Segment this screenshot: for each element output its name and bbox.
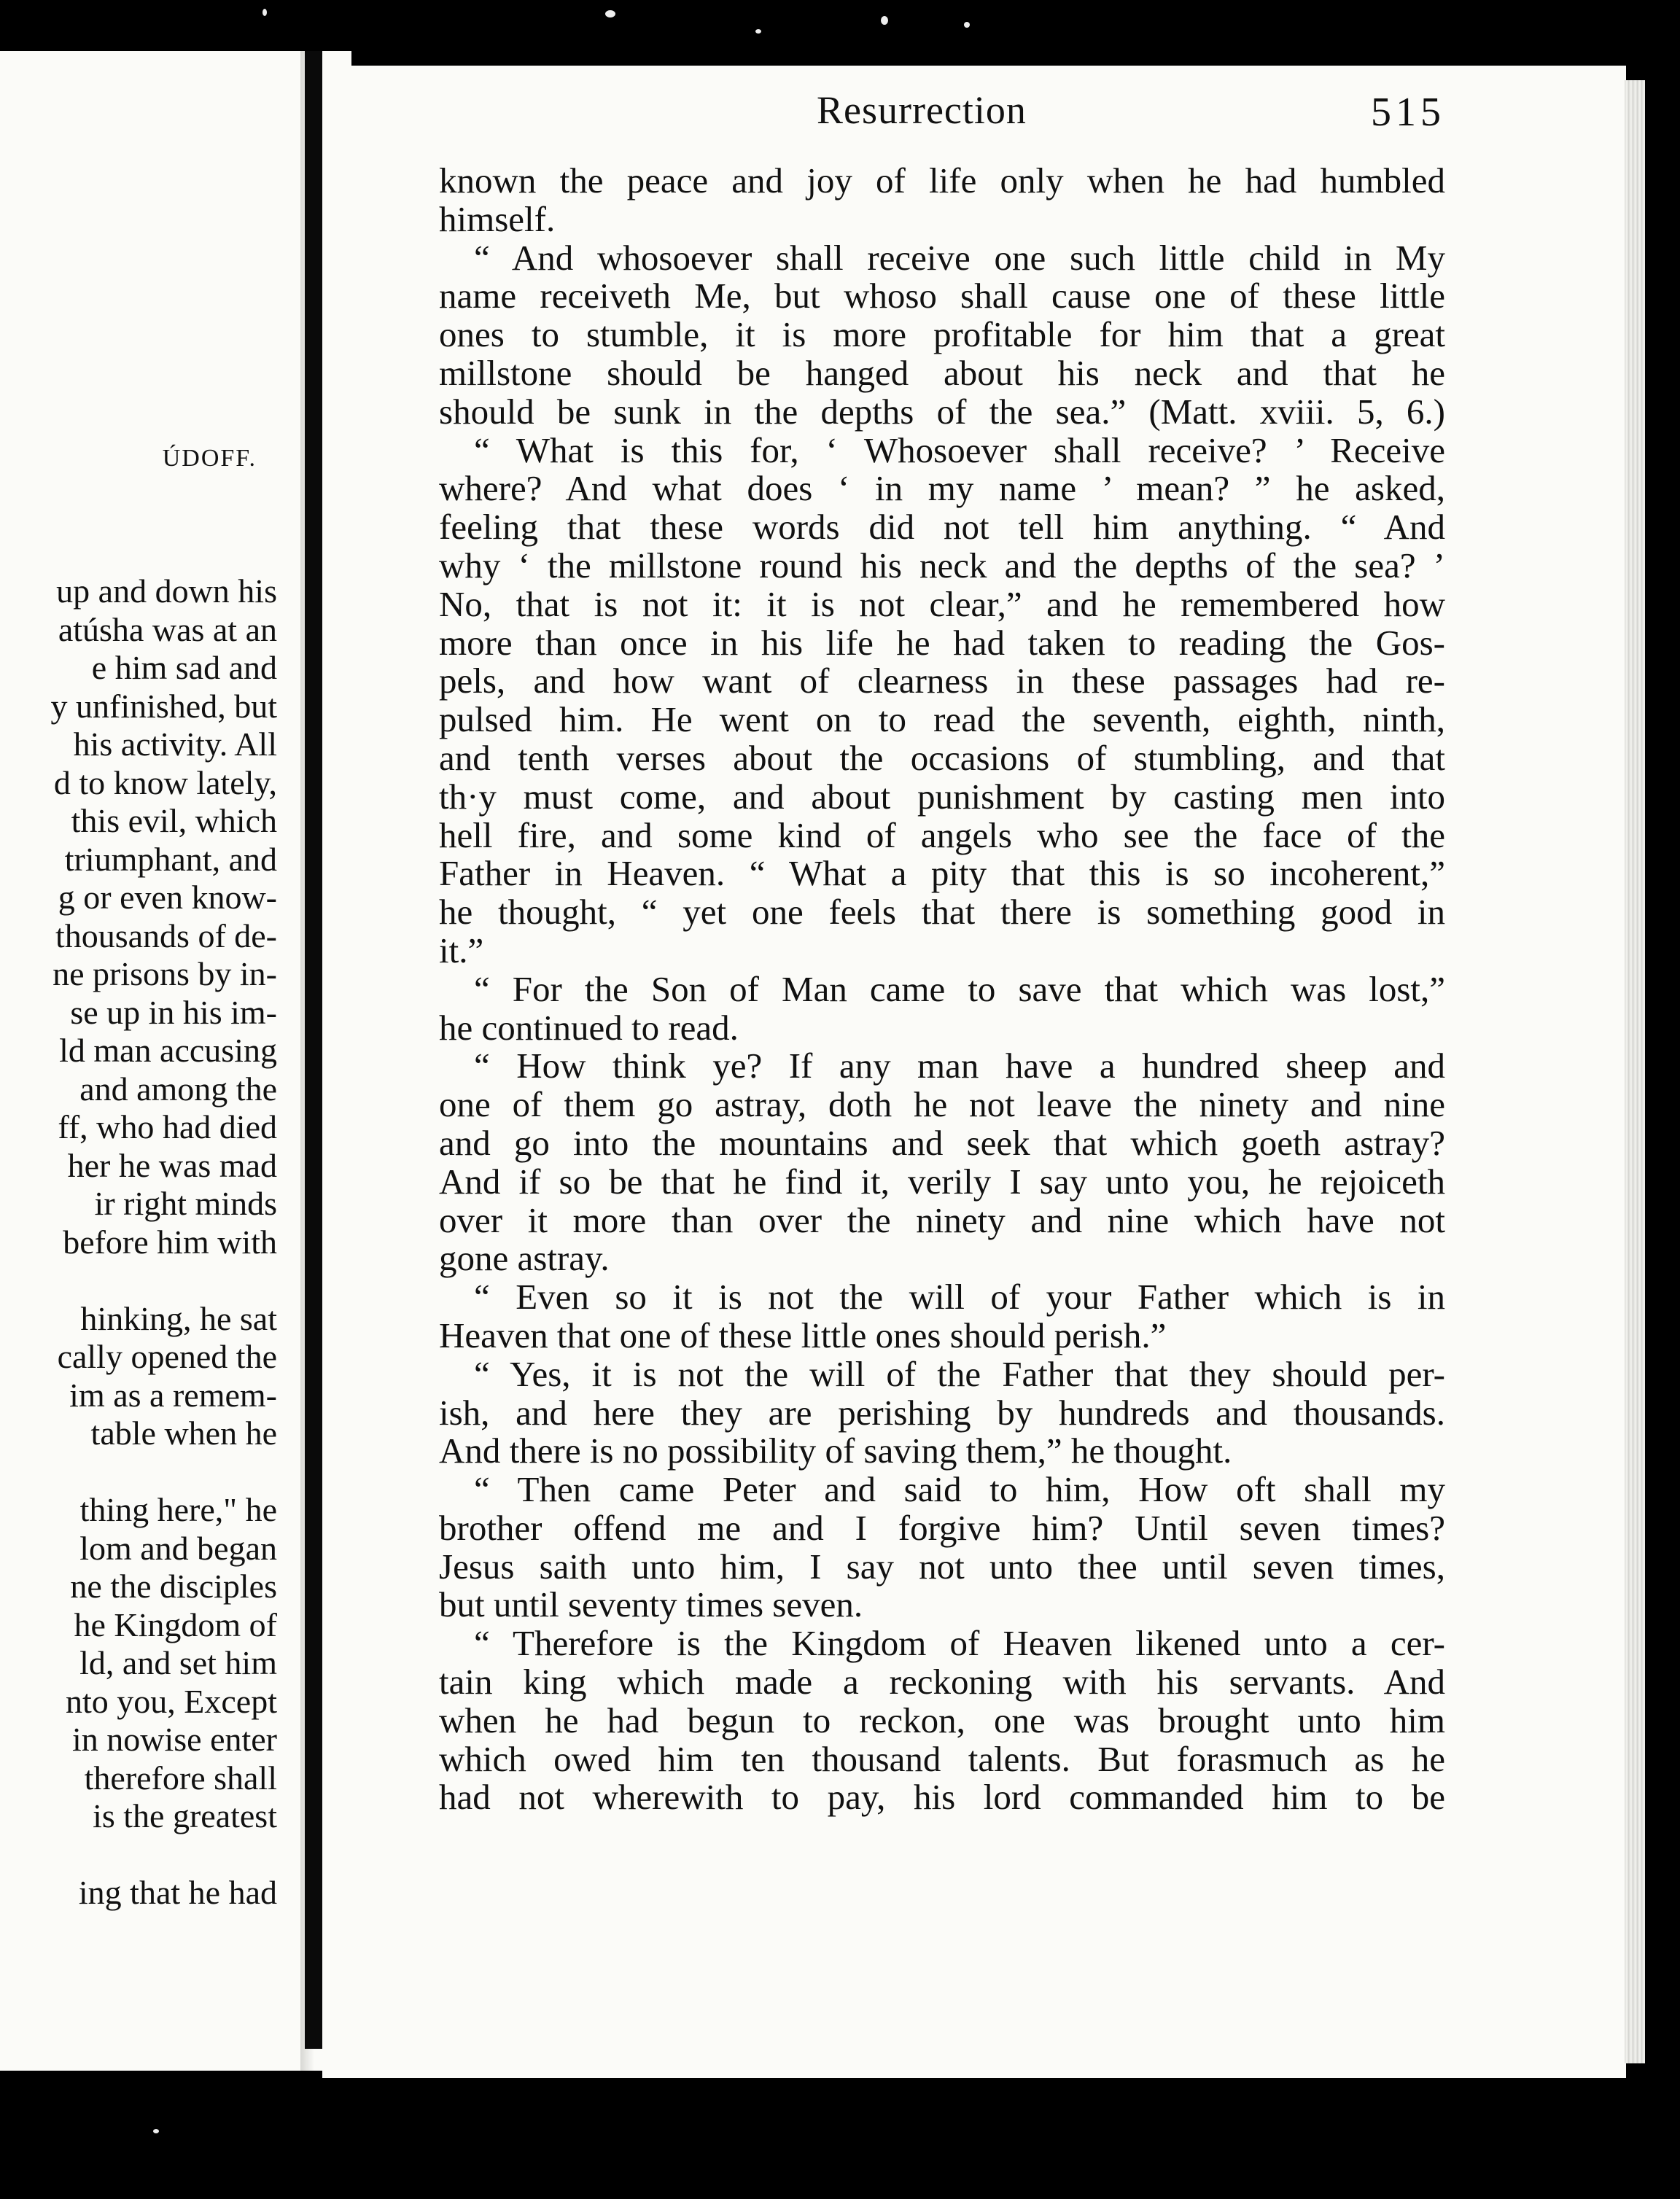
text-line: ones to stumble, it is more profitable for him that a great [439,314,1445,355]
text-line: why ‘ the millstone round his neck and the depths of the sea? ’ [439,545,1445,585]
left-page [0,51,351,2071]
scan-speck [964,22,970,28]
text-line: he thought, “ yet one feels that there is something good in [439,892,1445,933]
text-line: one of them go astray, doth he not leave the ninety and nine [439,1084,1445,1125]
left-text-line: nto you, Except [66,1682,277,1720]
text-line: and tenth verses about the occasions of stumbling, and that [439,737,1445,778]
left-text-line: table when he [90,1414,277,1452]
text-line: “ For the Son of Man came to save that which was lost,” [474,968,1445,1009]
left-text-line [51,1261,277,1300]
text-line: he continued to read. [439,1007,739,1048]
text-line: himself. [439,198,556,239]
left-text-line: his activity. All [73,725,277,763]
text-line: which owed him ten thousand talents. But forasmuch as he [439,1738,1445,1779]
left-text-line: cally opened the [57,1338,277,1375]
text-line: th·y must come, and about punishment by casting men into [439,776,1445,817]
text-line: And if so be that he find it, verily I say unto you, he rejoiceth [439,1161,1445,1202]
text-line: ish, and here they are perishing by hundreds and thousands. [439,1392,1445,1433]
left-text-line: and among the [79,1070,277,1108]
left-text-line: ne the disciples [70,1568,277,1605]
text-line: Heaven that one of these little ones should perish.” [439,1315,1167,1355]
text-line: over it more than over the ninety and nine which have not [439,1199,1445,1240]
left-text-line: in nowise enter [71,1721,277,1758]
text-line: Jesus saith unto him, I say not unto thee until seven times, [439,1546,1445,1587]
left-text-line: her he was mad [67,1146,277,1184]
left-text-line: ing that he had [78,1874,277,1911]
text-line: brother offend me and I forgive him? Until seven times? [439,1507,1445,1548]
scan-speck [262,9,267,16]
text-line: millstone should be hanged about his neck and that he [439,352,1445,393]
text-line: gone astray. [439,1238,610,1279]
left-text-line: atúsha was at an [58,610,277,648]
left-text-line: lom and began [79,1529,277,1567]
text-line: “ Even so it is not the will of your Father which is in [474,1277,1445,1318]
text-line: hell fire, and some kind of angels who see the face of the [439,814,1445,855]
left-text-line: up and down his [56,572,277,610]
text-line: “ Therefore is the Kingdom of Heaven likened unto a cer- [474,1623,1445,1664]
left-page-header: ÚDOFF. [162,445,257,472]
left-text-line: e him sad and [91,649,277,686]
left-text-line [51,1453,277,1492]
left-text-line: ff, who had died [58,1108,277,1145]
text-line: had not wherewith to pay, his lord commanded him to be [439,1777,1445,1818]
page-body-text [439,162,1445,1817]
left-text-line: ir right minds [94,1185,277,1222]
text-line: tain king which made a reckoning with his servants. And [439,1662,1445,1702]
text-line: “ What is this for, ‘ Whosoever shall receive? ’ Receive [474,429,1445,470]
text-line: it.” [439,930,484,970]
left-page-text [51,572,277,1912]
text-line: name receiveth Me, but whoso shall cause one of these little [439,276,1445,316]
scan-speck [153,2129,159,2133]
text-line: And there is no possibility of saving them,” he thought. [439,1431,1232,1471]
left-text-line [51,1836,277,1875]
left-text-line: thing here," he [79,1491,277,1528]
left-text-line: ne prisons by in- [52,955,277,992]
left-text-line: hinking, he sat [80,1299,277,1337]
left-text-line: before him with [63,1223,277,1261]
text-line: known the peace and joy of life only when he had humbled [439,160,1445,201]
left-text-line: triumphant, and [64,840,277,878]
page-gutter [305,51,322,2049]
page-number: 515 [1371,90,1445,135]
running-head: Resurrection [817,88,1027,132]
text-line: No, that is not it: it is not clear,” and he remembered how [439,583,1445,624]
left-text-line: ld, and set him [79,1644,277,1681]
text-line: should be sunk in the depths of the sea.” (Matt. xviii. 5, 6.) [439,391,1445,432]
text-line: when he had begun to reckon, one was brought unto him [439,1700,1445,1740]
left-text-line: y unfinished, but [50,687,277,725]
text-line: pels, and how want of clearness in these passages had re- [439,661,1445,701]
text-line: pulsed him. He went on to read the seventh, eighth, ninth, [439,699,1445,740]
left-text-line: d to know lately, [53,763,277,801]
scan-speck [881,16,888,25]
text-line: more than once in his life he had taken to reading the Gos- [439,622,1445,663]
text-line: “ And whosoever shall receive one such little child in My [474,237,1445,278]
left-text-line: therefore shall [84,1759,277,1797]
left-text-line: is the greatest [93,1797,277,1834]
text-line: “ How think ye? If any man have a hundred sheep and [474,1046,1445,1086]
text-line: “ Yes, it is not the will of the Father that they should per- [474,1353,1445,1394]
scan-speck [605,10,615,17]
scan-speck [755,29,761,34]
left-text-line: ld man accusing [59,1032,277,1069]
text-line: where? And what does ‘ in my name ’ mean? ” he asked, [439,468,1445,509]
left-text-line: im as a remem- [69,1376,277,1414]
page-edge [1625,80,1645,2063]
left-text-line: thousands of de- [55,916,277,954]
text-line: Father in Heaven. “ What a pity that this is so incoherent,” [439,853,1445,894]
text-line: feeling that these words did not tell him anything. “ And [439,507,1445,548]
left-text-line: g or even know- [58,879,277,916]
left-text-line: this evil, which [71,802,277,839]
left-text-line: he Kingdom of [74,1606,277,1643]
text-line: but until seventy times seven. [439,1584,863,1625]
text-line: “ Then came Peter and said to him, How oft shall my [474,1469,1445,1510]
left-text-line: se up in his im- [70,993,277,1031]
text-line: and go into the mountains and seek that which goeth astray? [439,1122,1445,1163]
